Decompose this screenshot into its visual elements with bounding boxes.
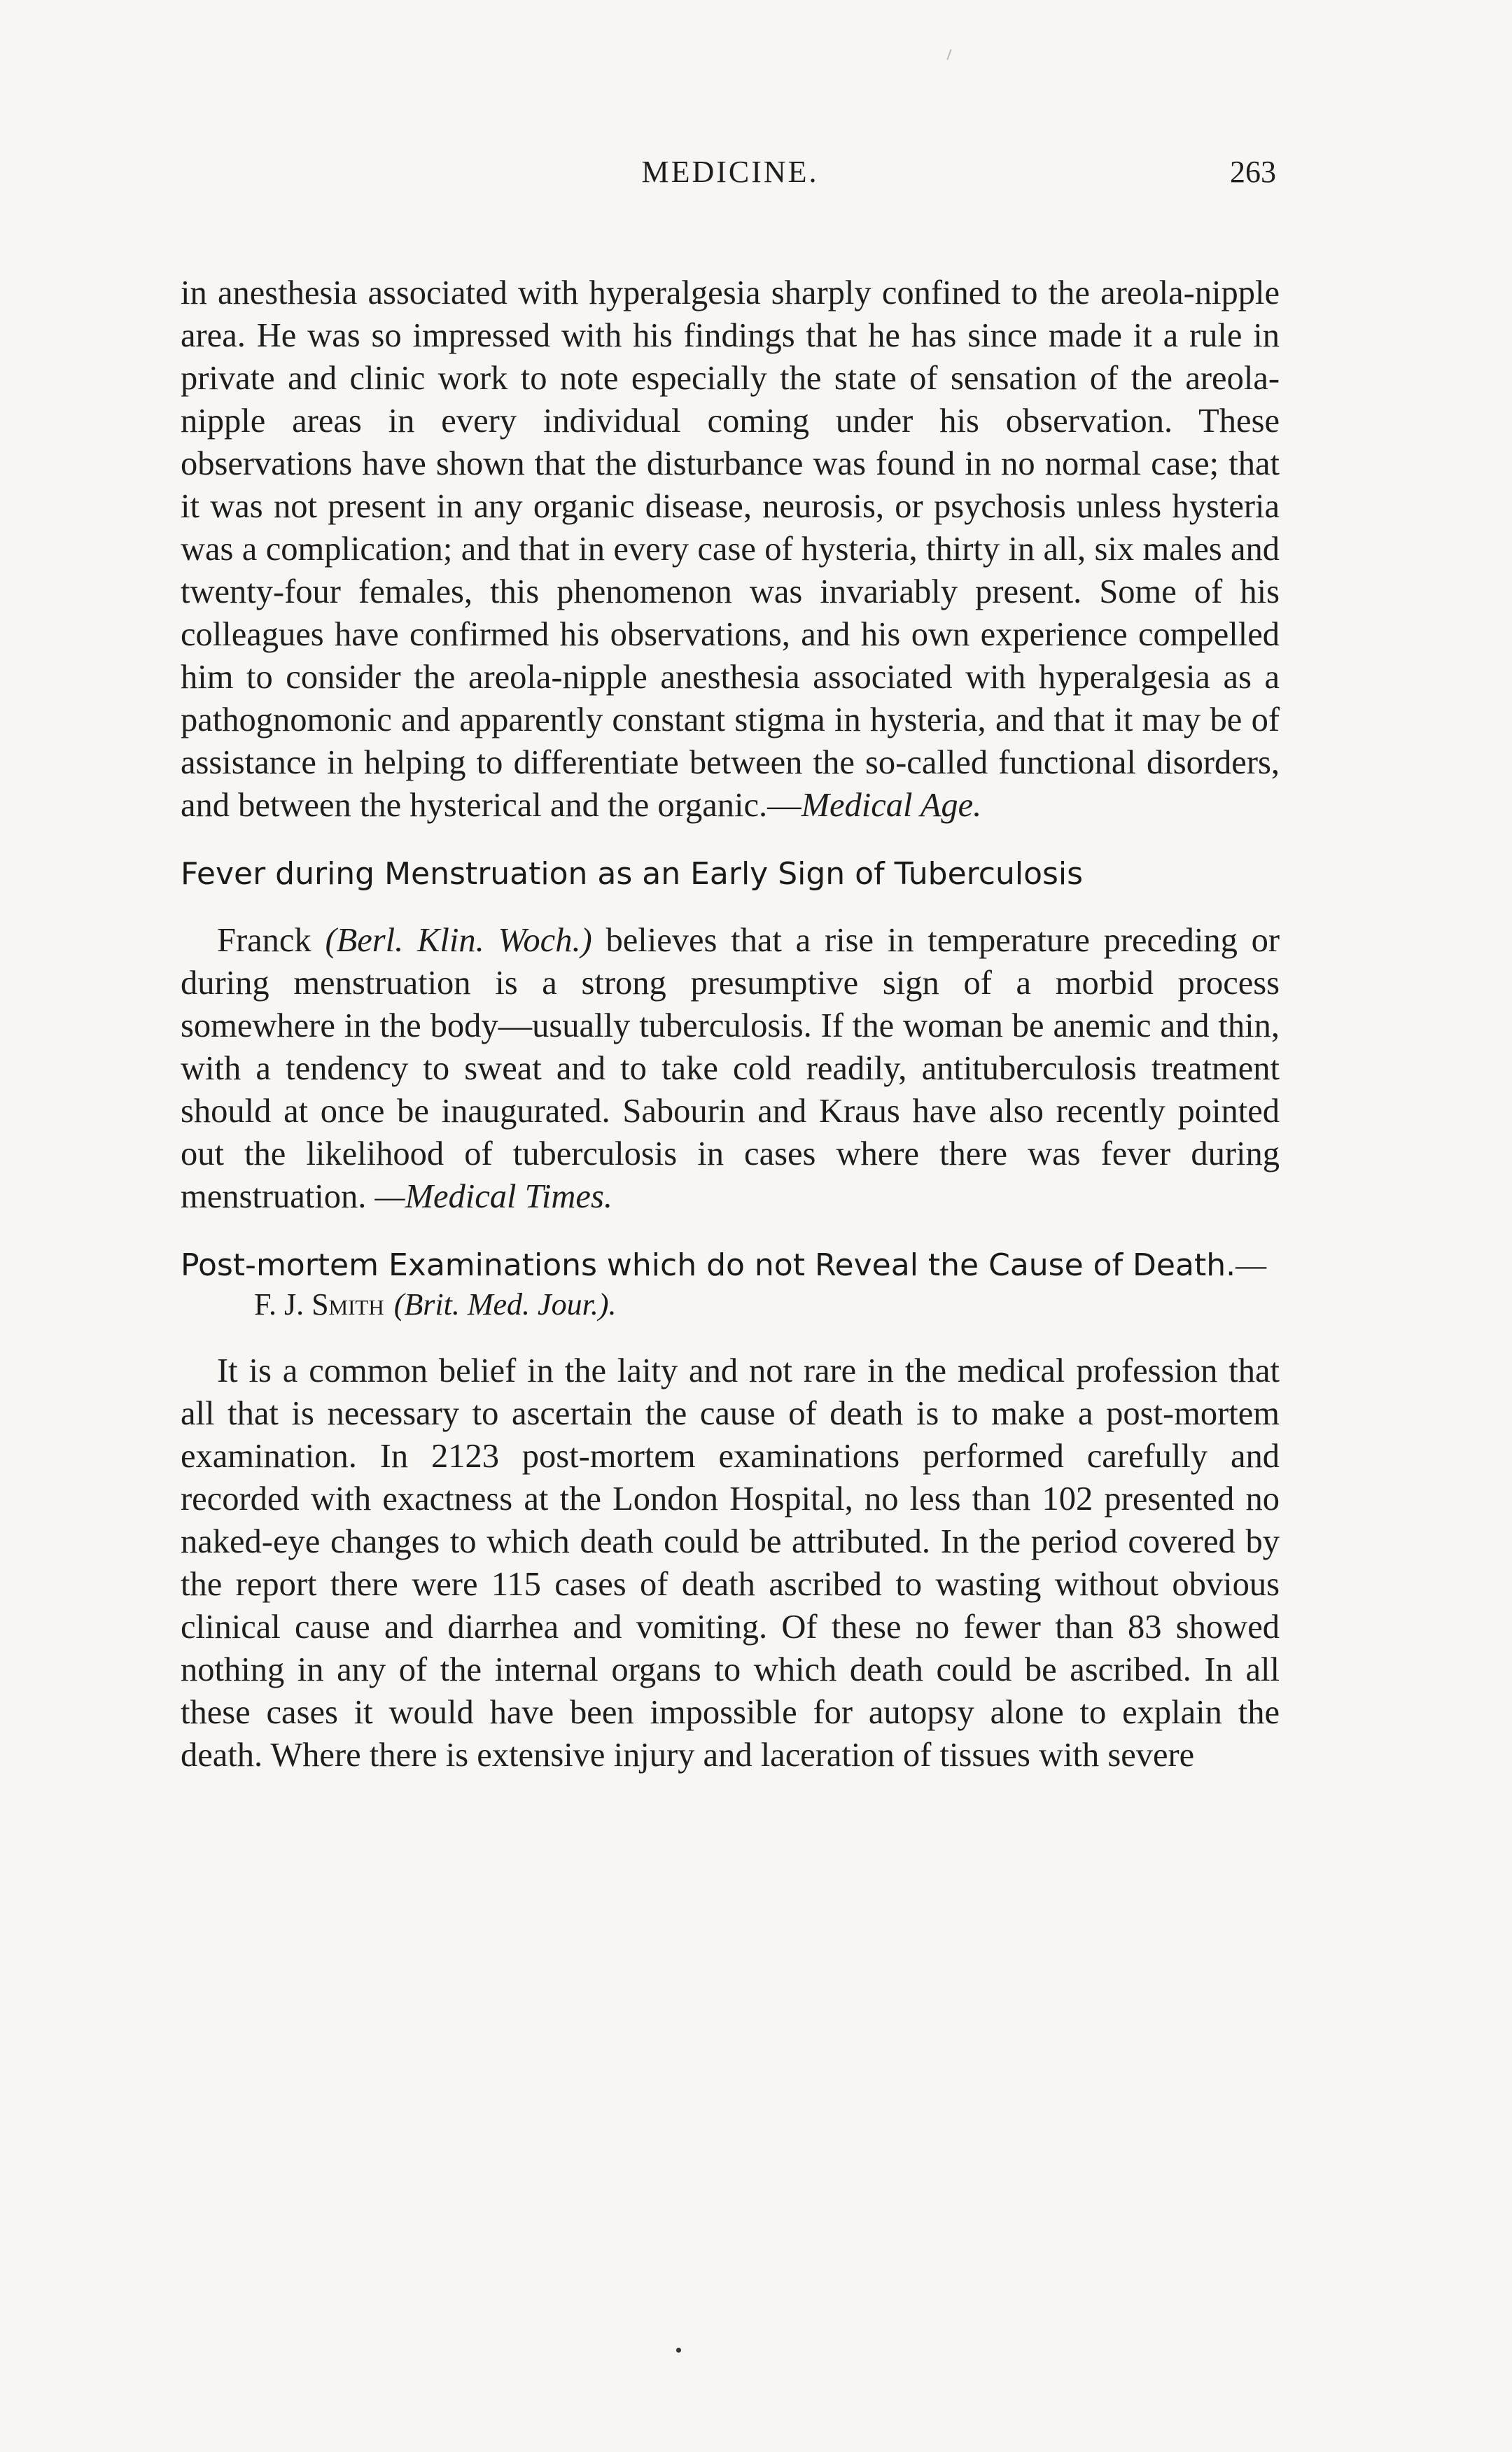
stray-mark	[946, 49, 951, 60]
author-name: Franck	[217, 922, 312, 959]
attribution-source: (Brit. Med. Jour.).	[393, 1287, 617, 1322]
continued-paragraph-text: in anesthesia associated with hyperalgesia sharply confined to the areola-nipple area. He was so impressed with his findings that he has since made it a rule in private and clinic work to note especially the state of sensation of the areola-nipple areas in every individual coming under his observation. These observations have shown that the disturbance was found in no normal case; that it was not present in any organic disease, neurosis, or psychosis unless hysteria was a complication; and that in every case of hysteria, thirty in all, six males and twenty-four females, this phenomenon was invariably present. Some of his colleagues have confirmed his observations, and his own experience compelled him to consider the areola-nipple anesthesia associated with hyperalgesia as a pathognomonic and apparently constant stigma in hysteria, and that it may be of assistance in helping to differentiate between the so-called functional disorders, and between the hysterical and the organic.—	[181, 274, 1280, 824]
source-citation: —Medical Times.	[374, 1178, 612, 1215]
post-mortem-heading-text: Post-mortem Examinations which do not Reveal the Cause of Death.	[181, 1247, 1236, 1283]
fever-paragraph	[181, 919, 1280, 1218]
attribution-dash: —F. J.	[254, 1248, 1267, 1322]
journal-citation: (Berl. Klin. Woch.)	[325, 922, 592, 959]
page-body	[181, 272, 1280, 1777]
post-mortem-paragraph: It is a common belief in the laity and not rare in the medical profession that all that is necessary to ascertain the cause of death is to make a post-mortem examination. In 2123 post-mortem examinations performed carefully and recorded with exactness at the London Hospital, no less than 102 presented no naked-eye changes to which death could be attributed. In the period covered by the report there were 115 cases of death ascribed to wasting without obvious clinical cause and diarrhea and vomiting. Of these no fewer than 83 showed nothing in any of the internal organs to which death could be ascribed. In all these cases it would have been impossible for autopsy alone to explain the death. Where there is extensive injury and laceration of tissues with severe	[181, 1352, 1280, 1774]
stray-dot	[676, 2348, 681, 2353]
page-number: 263	[1230, 155, 1276, 189]
source-citation: Medical Age.	[801, 787, 982, 824]
fever-paragraph-text: believes that a rise in temperature preceding or during menstruation is a strong presumptive sign of a morbid process somewhere in the body—usually tuberculosis. If the woman be anemic and thin, with a tendency to sweat and to take cold readily, antituberculosis treatment should at once be inaugurated. Sabourin and Kraus have also recently pointed out the likelihood of tuberculosis in cases where there was fever during menstruation.	[181, 922, 1280, 1215]
page-header	[184, 154, 1276, 196]
attribution-name: Smith	[312, 1287, 384, 1322]
section-heading-fever: Fever during Menstruation as an Early Sign of Tuberculosis	[181, 856, 1084, 892]
running-head: MEDICINE.	[641, 155, 819, 189]
section-heading-post-mortem	[181, 1246, 1280, 1324]
continued-paragraph	[181, 272, 1280, 827]
